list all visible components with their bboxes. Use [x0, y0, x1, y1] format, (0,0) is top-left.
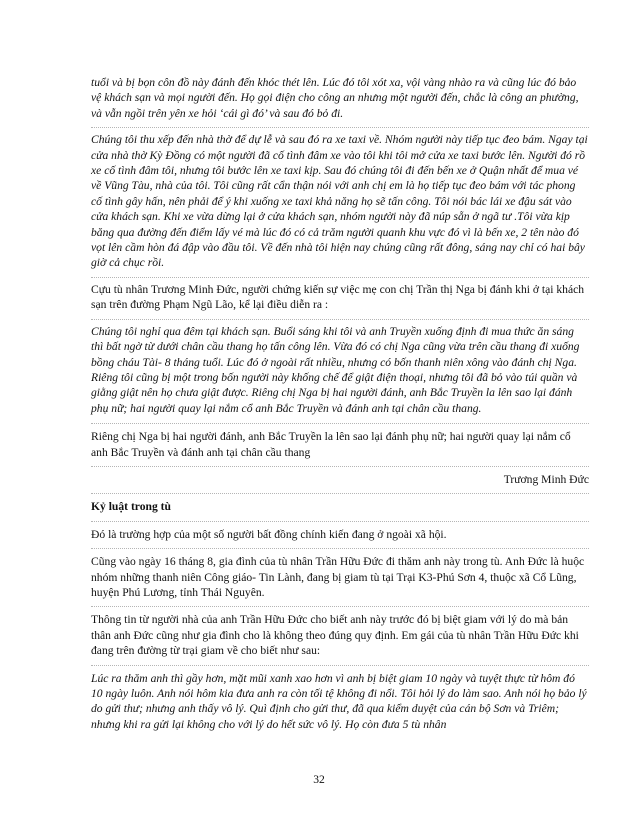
page-content — [91, 75, 589, 732]
paragraph-family-report: Thông tin từ người nhà của anh Trần Hữu Đức cho biết anh này trước đó bị biệt giam với lý do mà bản thân anh Đức cũng như gia đình cho là không theo đúng quy định. Em gái của tù nhân Trần Hữu Đức khi đang trên đường từ trại giam về cho biết như sau: — [91, 613, 579, 658]
section-heading: Kỷ luật trong tù — [91, 500, 171, 514]
paragraph-witness-summary: Riêng chị Nga bị hai người đánh, anh Bắc Truyền la lên sao lại đánh phụ nữ; hai người quay lại nắm cổ anh Bắc Truyền và đánh anh tại chân cầu thang — [91, 430, 571, 459]
paragraph-dissidents-note: Đó là trường hợp của một số người bất đồng chính kiến đang ở ngoài xã hội. — [91, 527, 447, 541]
paragraph-prison-visit: Cũng vào ngày 16 tháng 8, gia đình của tù nhân Trần Hữu Đức đi thăm anh này trong tù. Anh Đức là huộc nhóm những thanh niên Công giáo- Tin Lành, đang bị giam tù tại Trại K3-Phú Sơn 4, thuộc xã Cổ Lũng, huyện Phú Lương, tỉnh Thái Nguyên. — [91, 555, 585, 599]
paragraph-church-pursuit: Chúng tôi thu xếp đến nhà thờ để dự lễ và sau đó ra xe taxi về. Nhóm người này tiếp tục đeo bám. Ngay tại cửa nhà thờ Kỳ Đồng có một người đã cố tình đâm xe vào tôi khi tôi mở cửa xe taxi bước lên. Người đó rồ xe cố tình đâm tôi, nhưng tôi bước lên xe taxi kịp. Sau đó chúng tôi đi đến bến xe ở Quận nhất để mua vé về Vũng Tàu, nhà của tôi. Tôi cũng rất cẩn thận nói với anh chị em là họ tiếp tục đeo bám với tác phong cố tình gây hấn, nên phải để ý khi xuống xe taxi khả năng họ sẽ tấn công. Tôi nói bác lái xe đậu sát vào cửa khách sạn. Khi xe vừa dừng lại ở cửa khách sạn, nhóm người này đã núp sẵn ở ngã tư .Tôi vừa kịp băng qua đường đến điểm lấy vé mà lúc đó có cả trăm người quanh khu vực đó vì là bến xe, 2 tên nào đó vọt lên cầm hòn đá đập vào đầu tôi. Về đến nhà tôi hiện nay chúng cũng rất đông, sáng nay chỉ có hai bây giờ cả chục rồi. — [91, 133, 588, 270]
page-number: 32 — [313, 773, 325, 786]
paragraph-witness-intro: Cựu tù nhân Trương Minh Đức, người chứng kiến sự việc mẹ con chị Trần thị Nga bị đánh khi ở tại khách sạn trên đường Phạm Ngũ Lão, kể lại điều diễn ra : — [91, 282, 585, 312]
signature-attribution: Trương Minh Đức — [503, 472, 589, 486]
paragraph-sister-account: Lúc ra thăm anh thì gầy hơn, mặt mũi xanh xao hơn vì anh bị biệt giam 10 ngày và tuyệt thực từ hôm đó 10 ngày luôn. Anh nói hôm kia đưa anh ra còn tối tệ không đi nổi. Tôi hỏi lý do làm sao. Anh nói họ bảo lý do gửi thư; nhưng anh thấy vô lý. Quì định cho gửi thư, đã qua kiểm duyệt của cán bộ Sơn và Triêm; nhưng khi ra gửi lại không cho với lý do hết sức vô lý. Họ còn đưa 5 tù nhân — [91, 671, 587, 731]
paragraph-hotel-attack-end: tuổi và bị bọn côn đồ này đánh đến khóc thét lên. Lúc đó tôi xót xa, vội vàng nhào ra và cũng lúc đó bảo vệ khách sạn và mọi người đến. Họ gọi điện cho công an nhưng một người đến, chắc là công an phường, và vẫn ngồi trên yên xe hỏi ‘cái gì đó’ và sau đó bỏ đi. — [91, 76, 579, 120]
paragraph-witness-account: Chúng tôi nghỉ qua đêm tại khách sạn. Buổi sáng khi tôi và anh Truyền xuống định đi mua thức ăn sáng thì bất ngờ từ dưới chân cầu thang họ tấn công lên. Vừa đó có chị Nga cũng vừa trên cầu thang đi xuống bồng cháu Tài- 8 tháng tuổi. Lúc đó ở ngoài rất nhiều, nhưng có bốn thanh niên xông vào đánh chị Nga. Riêng tôi cũng bị một trong bốn người này khống chế để giật điện thoại, nhưng tôi đã bỏ vào túi quần và giằng giật nên họ chưa giật được. Riêng chị Nga bị hai người đánh, anh Bắc Truyền la lên sao lại đánh phụ nữ; hai người quay lại nắm cổ anh Bắc Truyền và đánh anh tại chân cầu thang. — [91, 324, 580, 415]
